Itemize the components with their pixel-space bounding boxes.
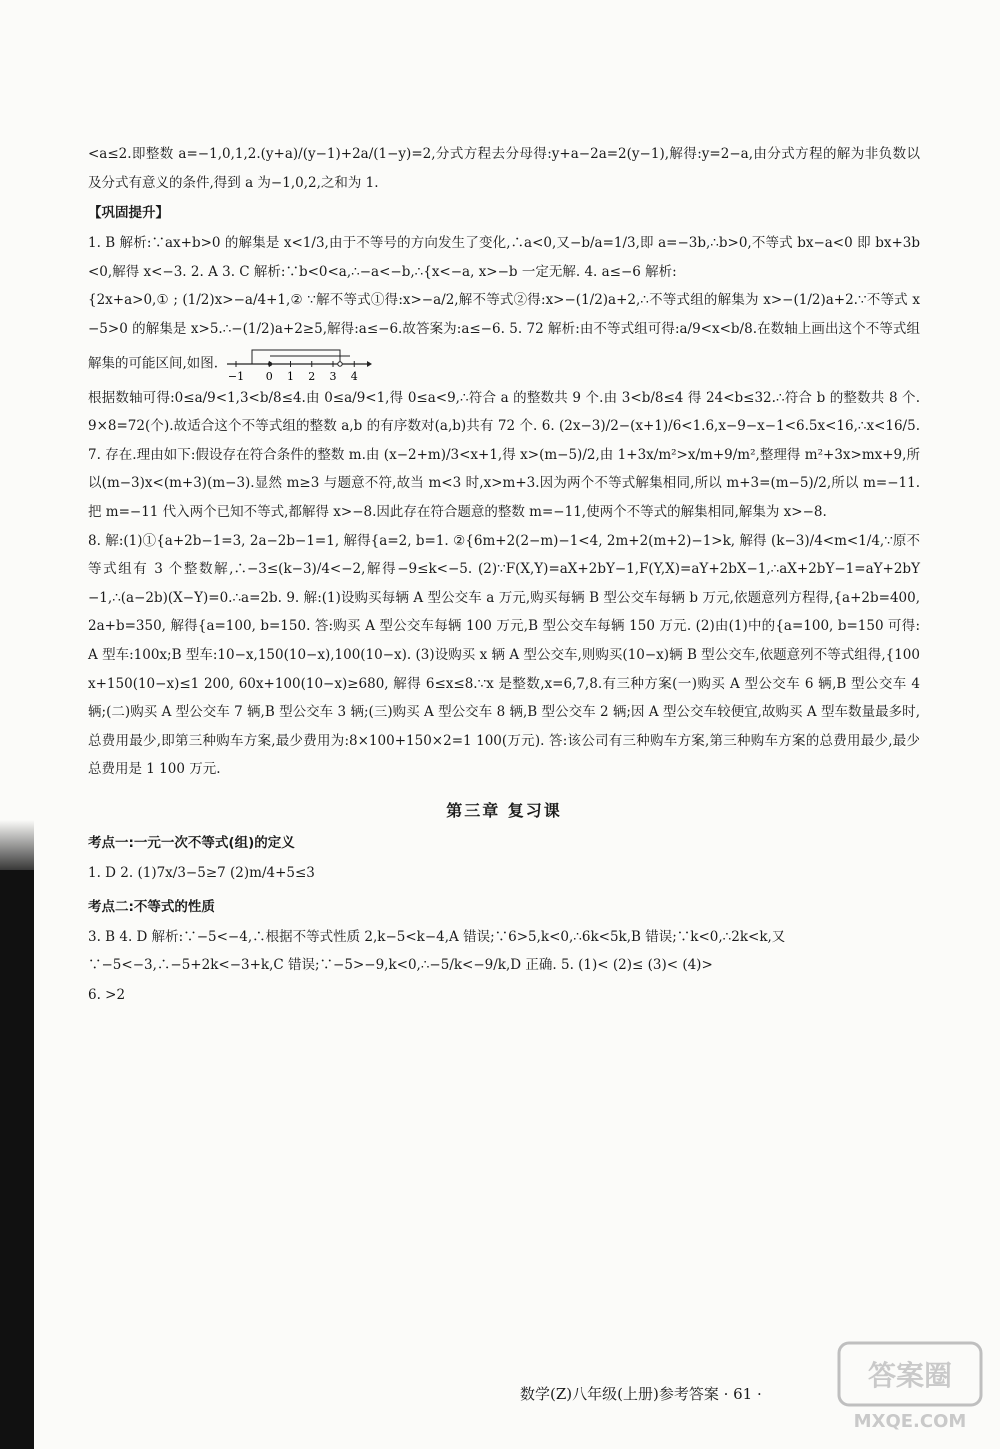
- page-footer: 数学(Z)八年级(上册)参考答案 · 61 ·: [520, 1385, 762, 1403]
- scan-edge: [0, 870, 34, 1449]
- kaodian-2-title: 考点二:不等式的性质: [88, 898, 215, 915]
- kaodian-1-answers: 1. D 2. (1)7x/3−5≥7 (2)m/4+5≤3: [88, 864, 315, 881]
- section-label: 【巩固提升】: [88, 205, 169, 222]
- number-line-figure: [222, 344, 372, 384]
- kaodian-2-answers-2: 6. >2: [88, 986, 126, 1003]
- chapter-title: 第三章 复习课: [446, 800, 562, 820]
- number-line-tick-label: 2: [308, 369, 316, 383]
- paragraph-q4-5: [88, 286, 920, 383]
- svg-text:答案圈: 答案圈: [867, 1359, 953, 1392]
- number-line-tick-label: 3: [329, 369, 337, 383]
- kaodian-2-answers: 3. B 4. D 解析:∵−5<−4,∴根据不等式性质 2,k−5<k−4,A 错误;∵6>5,k<0,∴6k<5k,B 错误;∵k<0,∴2k<k,又∵−5<−3,∴−5+2k<−3+k,C 错误;∵−5>−9,k<0,∴−5/k<−9/k,D 正确. 5. (1)< (2)≤ (3)< (4)>: [88, 928, 786, 973]
- paragraph-q4-5-text: {2x+a>0,① ; (1/2)x>−a/4+1,② ∵解不等式①得:x>−a/2,解不等式②得:x>−(1/2)a+2,∴不等式组的解集为 x>−(1/2)a+2.∵不等式 x−5>0 的解集是 x>5.∴−(1/2)a+2≥5,解得:a≤−6.故答案为:a≤−6. 5. 72 解析:由不等式组可得:a/9<x<b/8.在数轴上画出这个不等式组解集的可能区间,如图.: [88, 292, 920, 372]
- svg-text:MXQE.COM: MXQE.COM: [853, 1411, 967, 1432]
- paragraph-q1-4: 1. B 解析:∵ax+b>0 的解集是 x<1/3,由于不等号的方向发生了变化,∴a<0,又−b/a=1/3,即 a=−3b,∴b>0,不等式 bx−a<0 即 bx+3b<0,解得 x<−3. 2. A 3. C 解析:∵b<0<a,∴−a<−b,∴{x<−a, x>−b 一定无解. 4. a≤−6 解析:: [88, 235, 920, 280]
- paragraph-q8-9: 8. 解:(1)①{a+2b−1=3, 2a−2b−1=1, 解得{a=2, b=1. ②{6m+2(2−m)−1<4, 2m+2(m+2)−1>k, 解得 (k−3)/4<m<1/4,∵原不等式组有 3 个整数解,∴−3≤(k−3)/4<−2,解得−9≤k<−5. (2)∵F(X,Y)=aX+2bY−1,F(Y,X)=aY+2bX−1,∴aX+2bY−1=aY+2bY−1,∴(a−2b)(X−Y)=0.∴a=2b. 9. 解:(1)设购买每辆 A 型公交车 a 万元,购买每辆 B 型公交车每辆 b 万元,依题意列方程得,{a+2b=400, 2a+b=350, 解得{a=100, b=150. 答:购买 A 型公交车每辆 100 万元,B 型公交车每辆 150 万元. (2)由(1)中的{a=100, b=150 可得:A 型车:100x;B 型车:10−x,150(10−x),100(10−x). (3)设购买 x 辆 A 型公交车,则购买(10−x)辆 B 型公交车,依题意列不等式组得,{100x+150(10−x)≤1 200, 60x+100(10−x)≥680, 解得 6≤x≤8.∵x 是整数,x=6,7,8.有三种方案(一)购买 A 型公交车 6 辆,B 型公交车 4 辆;(二)购买 A 型公交车 7 辆,B 型公交车 3 辆;(三)购买 A 型公交车 8 辆,B 型公交车 2 辆;因 A 型公交车较便宜,故购买 A 型车数量最多时,总费用最少,即第三种购车方案,最少费用为:8×100+150×2=1 100(万元). 答:该公司有三种购车方案,第三种购车方案的总费用最少,最少总费用是 1 100 万元.: [88, 532, 920, 778]
- number-line-tick-label: 4: [351, 369, 359, 383]
- paragraph-intro: <a≤2.即整数 a=−1,0,1,2.(y+a)/(y−1)+2a/(1−y)=2,分式方程去分母得:y+a−2a=2(y−1),解得:y=2−a,由分式方程的解为非负数以及分式有意义的条件,得到 a 为−1,0,2,之和为 1.: [88, 146, 920, 191]
- watermark-logo: [835, 1335, 985, 1435]
- paragraph-q5-7: 根据数轴可得:0≤a/9<1,3<b/8≤4.由 0≤a/9<1,得 0≤a<9,∴符合 a 的整数共 9 个.由 3<b/8≤4 得 24<b≤32.∴符合 b 的整数共 8 个.9×8=72(个).故适合这个不等式组的整数 a,b 的有序数对(a,b)共有 72 个. 6. (2x−3)/2−(x+1)/6<1.6,x−9−x−1<6.5x<16,∴x<16/5. 7. 存在.理由如下:假设存在符合条件的整数 m.由 (x−2+m)/3<x+1,得 x>(m−5)/2,由 1+3x/m²>x/m+9/m²,整理得 m²+3x>mx+9,所以(m−3)x<(m+3)(m−3).显然 m≥3 与题意不符,故当 m<3 时,x>m+3.因为两个不等式解集相同,所以 m+3=(m−5)/2,所以 m=−11.把 m=−11 代入两个已知不等式,都解得 x>−8.因此存在符合题意的整数 m=−11,使两个不等式的解集相同,解集为 x>−8.: [88, 389, 920, 520]
- content: [88, 140, 920, 1011]
- number-line-tick-label: −1: [228, 369, 245, 383]
- number-line-tick-label: 1: [287, 369, 295, 383]
- kaodian-1-title: 考点一:一元一次不等式(组)的定义: [88, 834, 295, 851]
- number-line-tick-label: 0: [266, 369, 274, 383]
